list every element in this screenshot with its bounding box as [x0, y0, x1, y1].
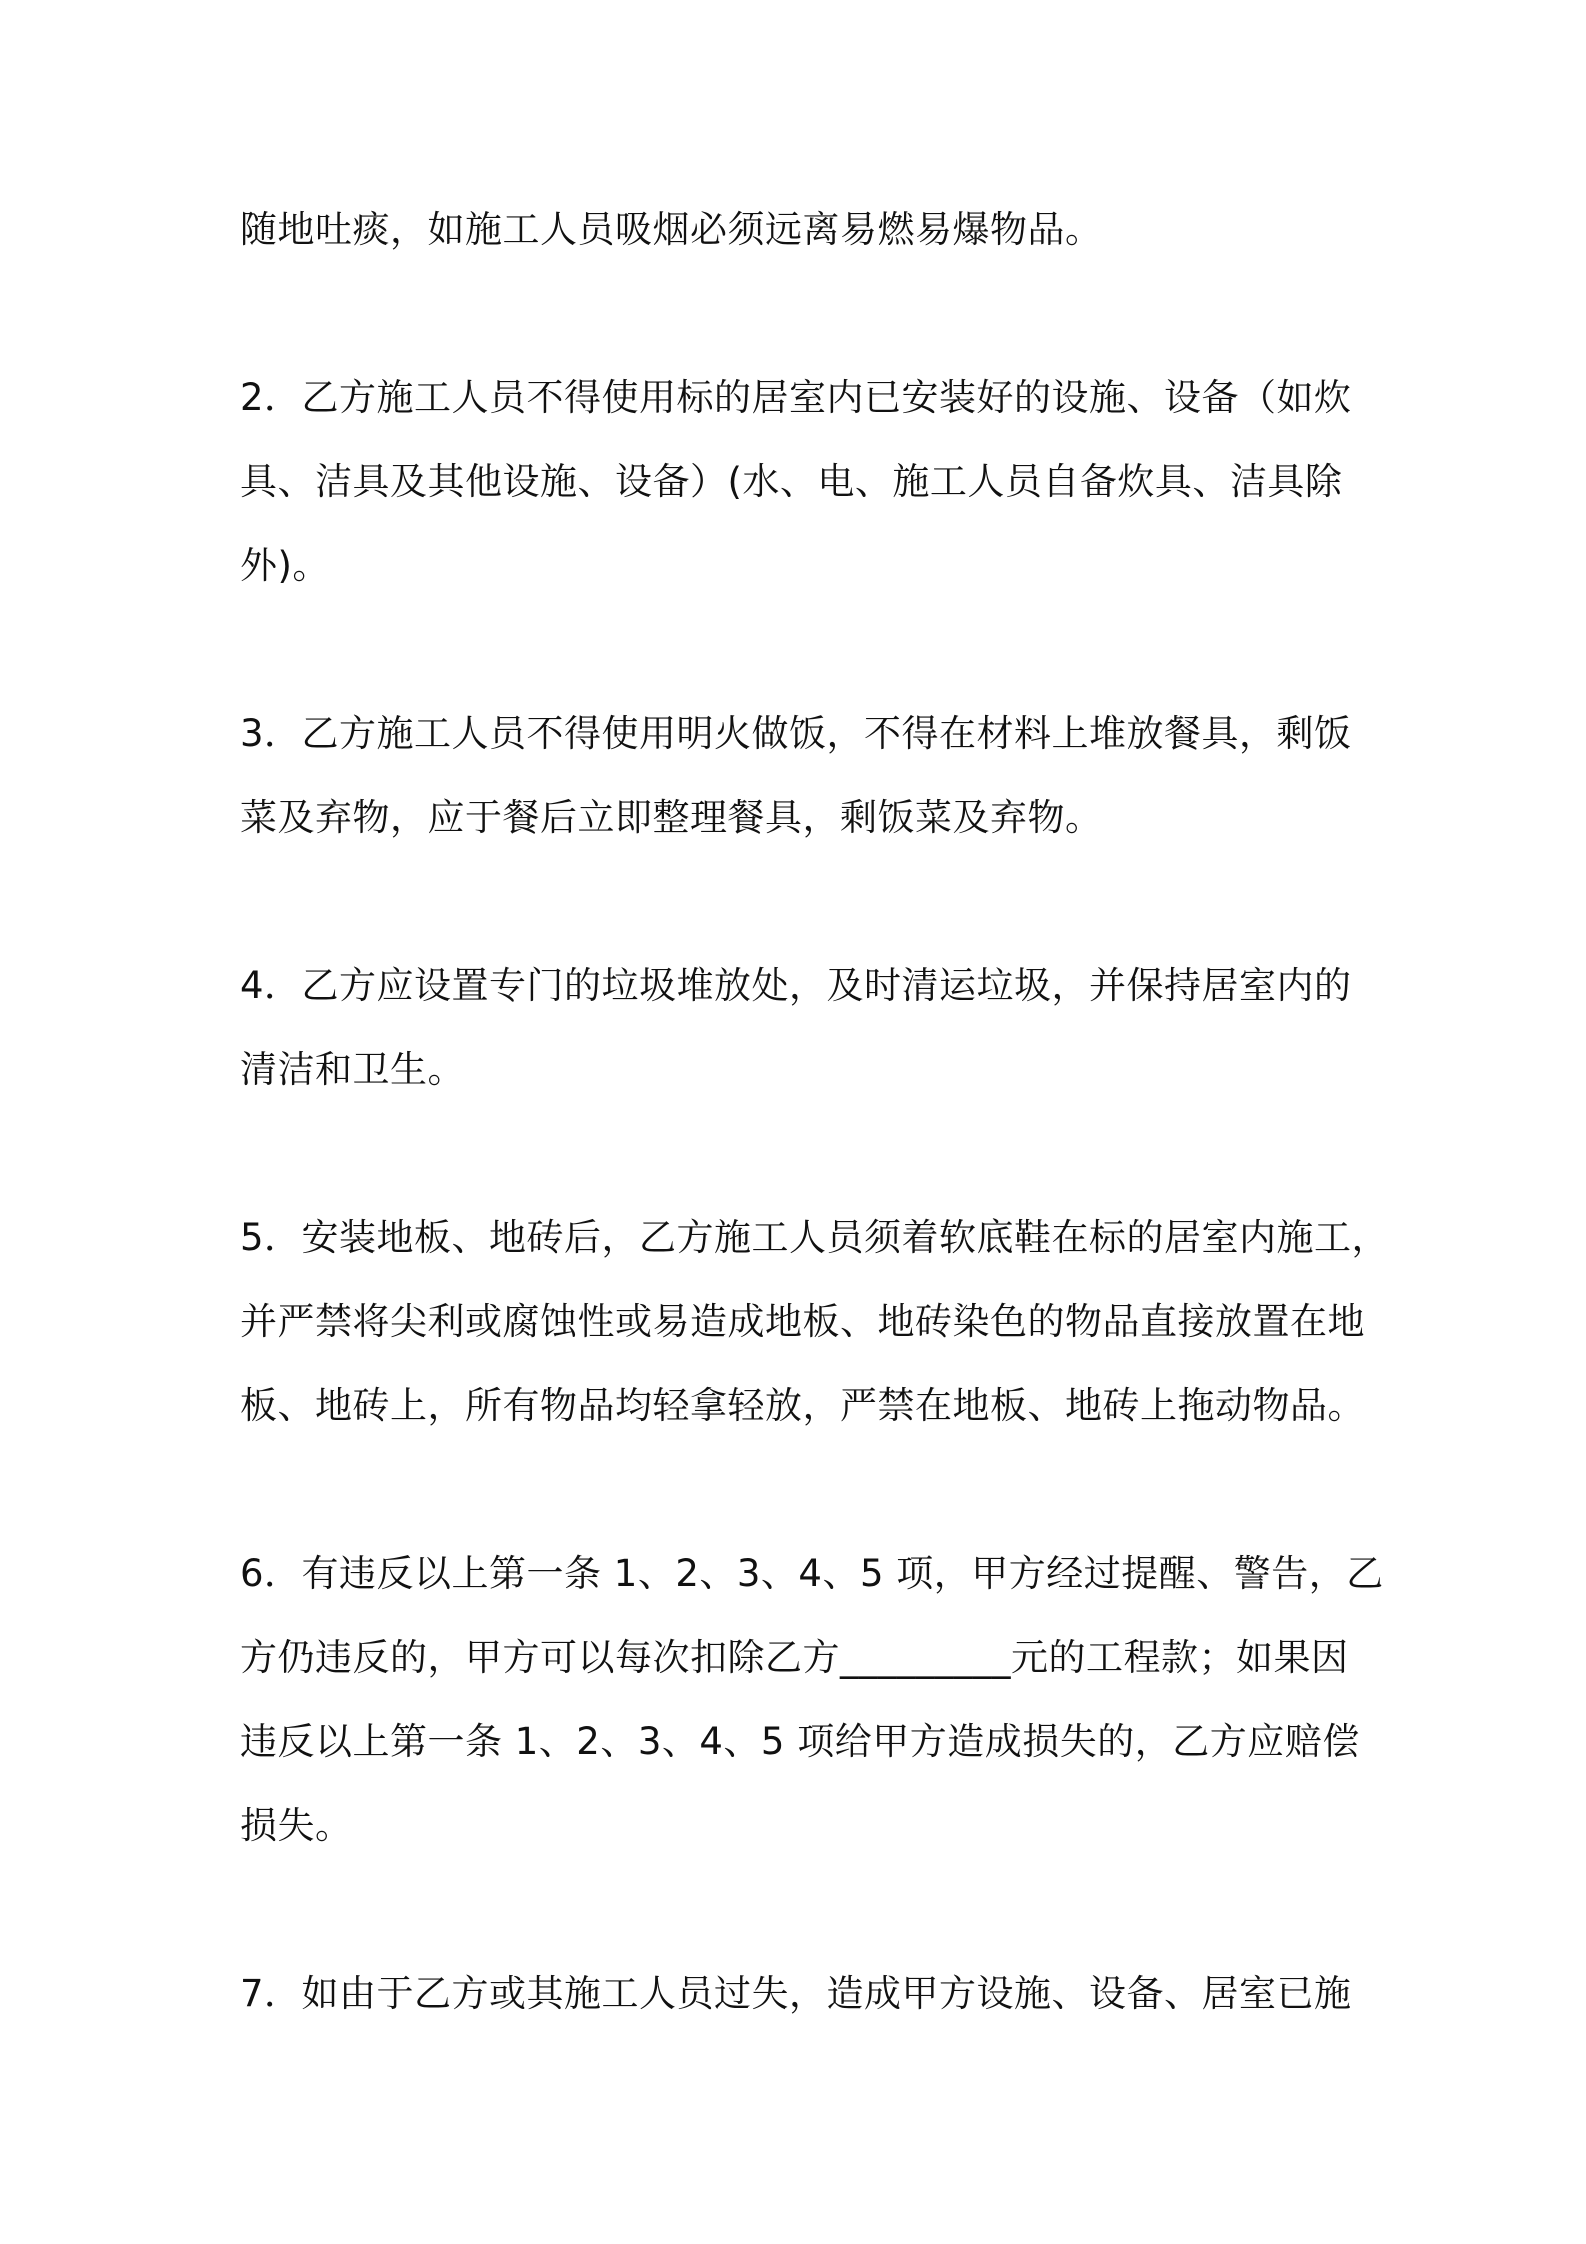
text-line: 方仍违反的，甲方可以每次扣除乙方_________元的工程款；如果因 [240, 1636, 1349, 1679]
paragraph-item-2 [240, 356, 1390, 608]
text-line: 菜及弃物，应于餐后立即整理餐具，剩饭菜及弃物。 [240, 796, 1103, 839]
text-line: 清洁和卫生。 [240, 1048, 465, 1091]
text-line: 板、地砖上，所有物品均轻拿轻放，严禁在地板、地砖上拖动物品。 [240, 1384, 1365, 1427]
paragraph-item-4 [240, 944, 1390, 1112]
text-line: 具、洁具及其他设施、设备）(水、电、施工人员自备炊具、洁具除 [240, 460, 1343, 503]
text-line: 6．有违反以上第一条 1、2、3、4、5 项，甲方经过提醒、警告，乙 [240, 1552, 1384, 1595]
paragraph-item-3 [240, 692, 1390, 860]
paragraph-item-5 [240, 1196, 1390, 1448]
text-line: 3．乙方施工人员不得使用明火做饭，不得在材料上堆放餐具，剩饭 [240, 712, 1352, 755]
text-line: 随地吐痰，如施工人员吸烟必须远离易燃易爆物品。 [240, 208, 1103, 251]
text-line: 7．如由于乙方或其施工人员过失，造成甲方设施、设备、居室已施 [240, 1972, 1352, 2015]
document-body [240, 188, 1390, 2036]
text-line: 损失。 [240, 1804, 353, 1847]
text-line: 2．乙方施工人员不得使用标的居室内已安装好的设施、设备（如炊 [240, 376, 1352, 419]
text-line: 并严禁将尖利或腐蚀性或易造成地板、地砖染色的物品直接放置在地 [240, 1300, 1365, 1343]
text-line: 4．乙方应设置专门的垃圾堆放处，及时清运垃圾，并保持居室内的 [240, 964, 1352, 1007]
paragraph-continuation [240, 188, 1390, 272]
paragraph-item-7 [240, 1952, 1390, 2036]
text-line: 违反以上第一条 1、2、3、4、5 项给甲方造成损失的，乙方应赔偿 [240, 1720, 1360, 1763]
text-line: 5．安装地板、地砖后，乙方施工人员须着软底鞋在标的居室内施工， [240, 1216, 1390, 1259]
text-line: 外)。 [240, 544, 330, 587]
paragraph-item-6 [240, 1532, 1390, 1868]
